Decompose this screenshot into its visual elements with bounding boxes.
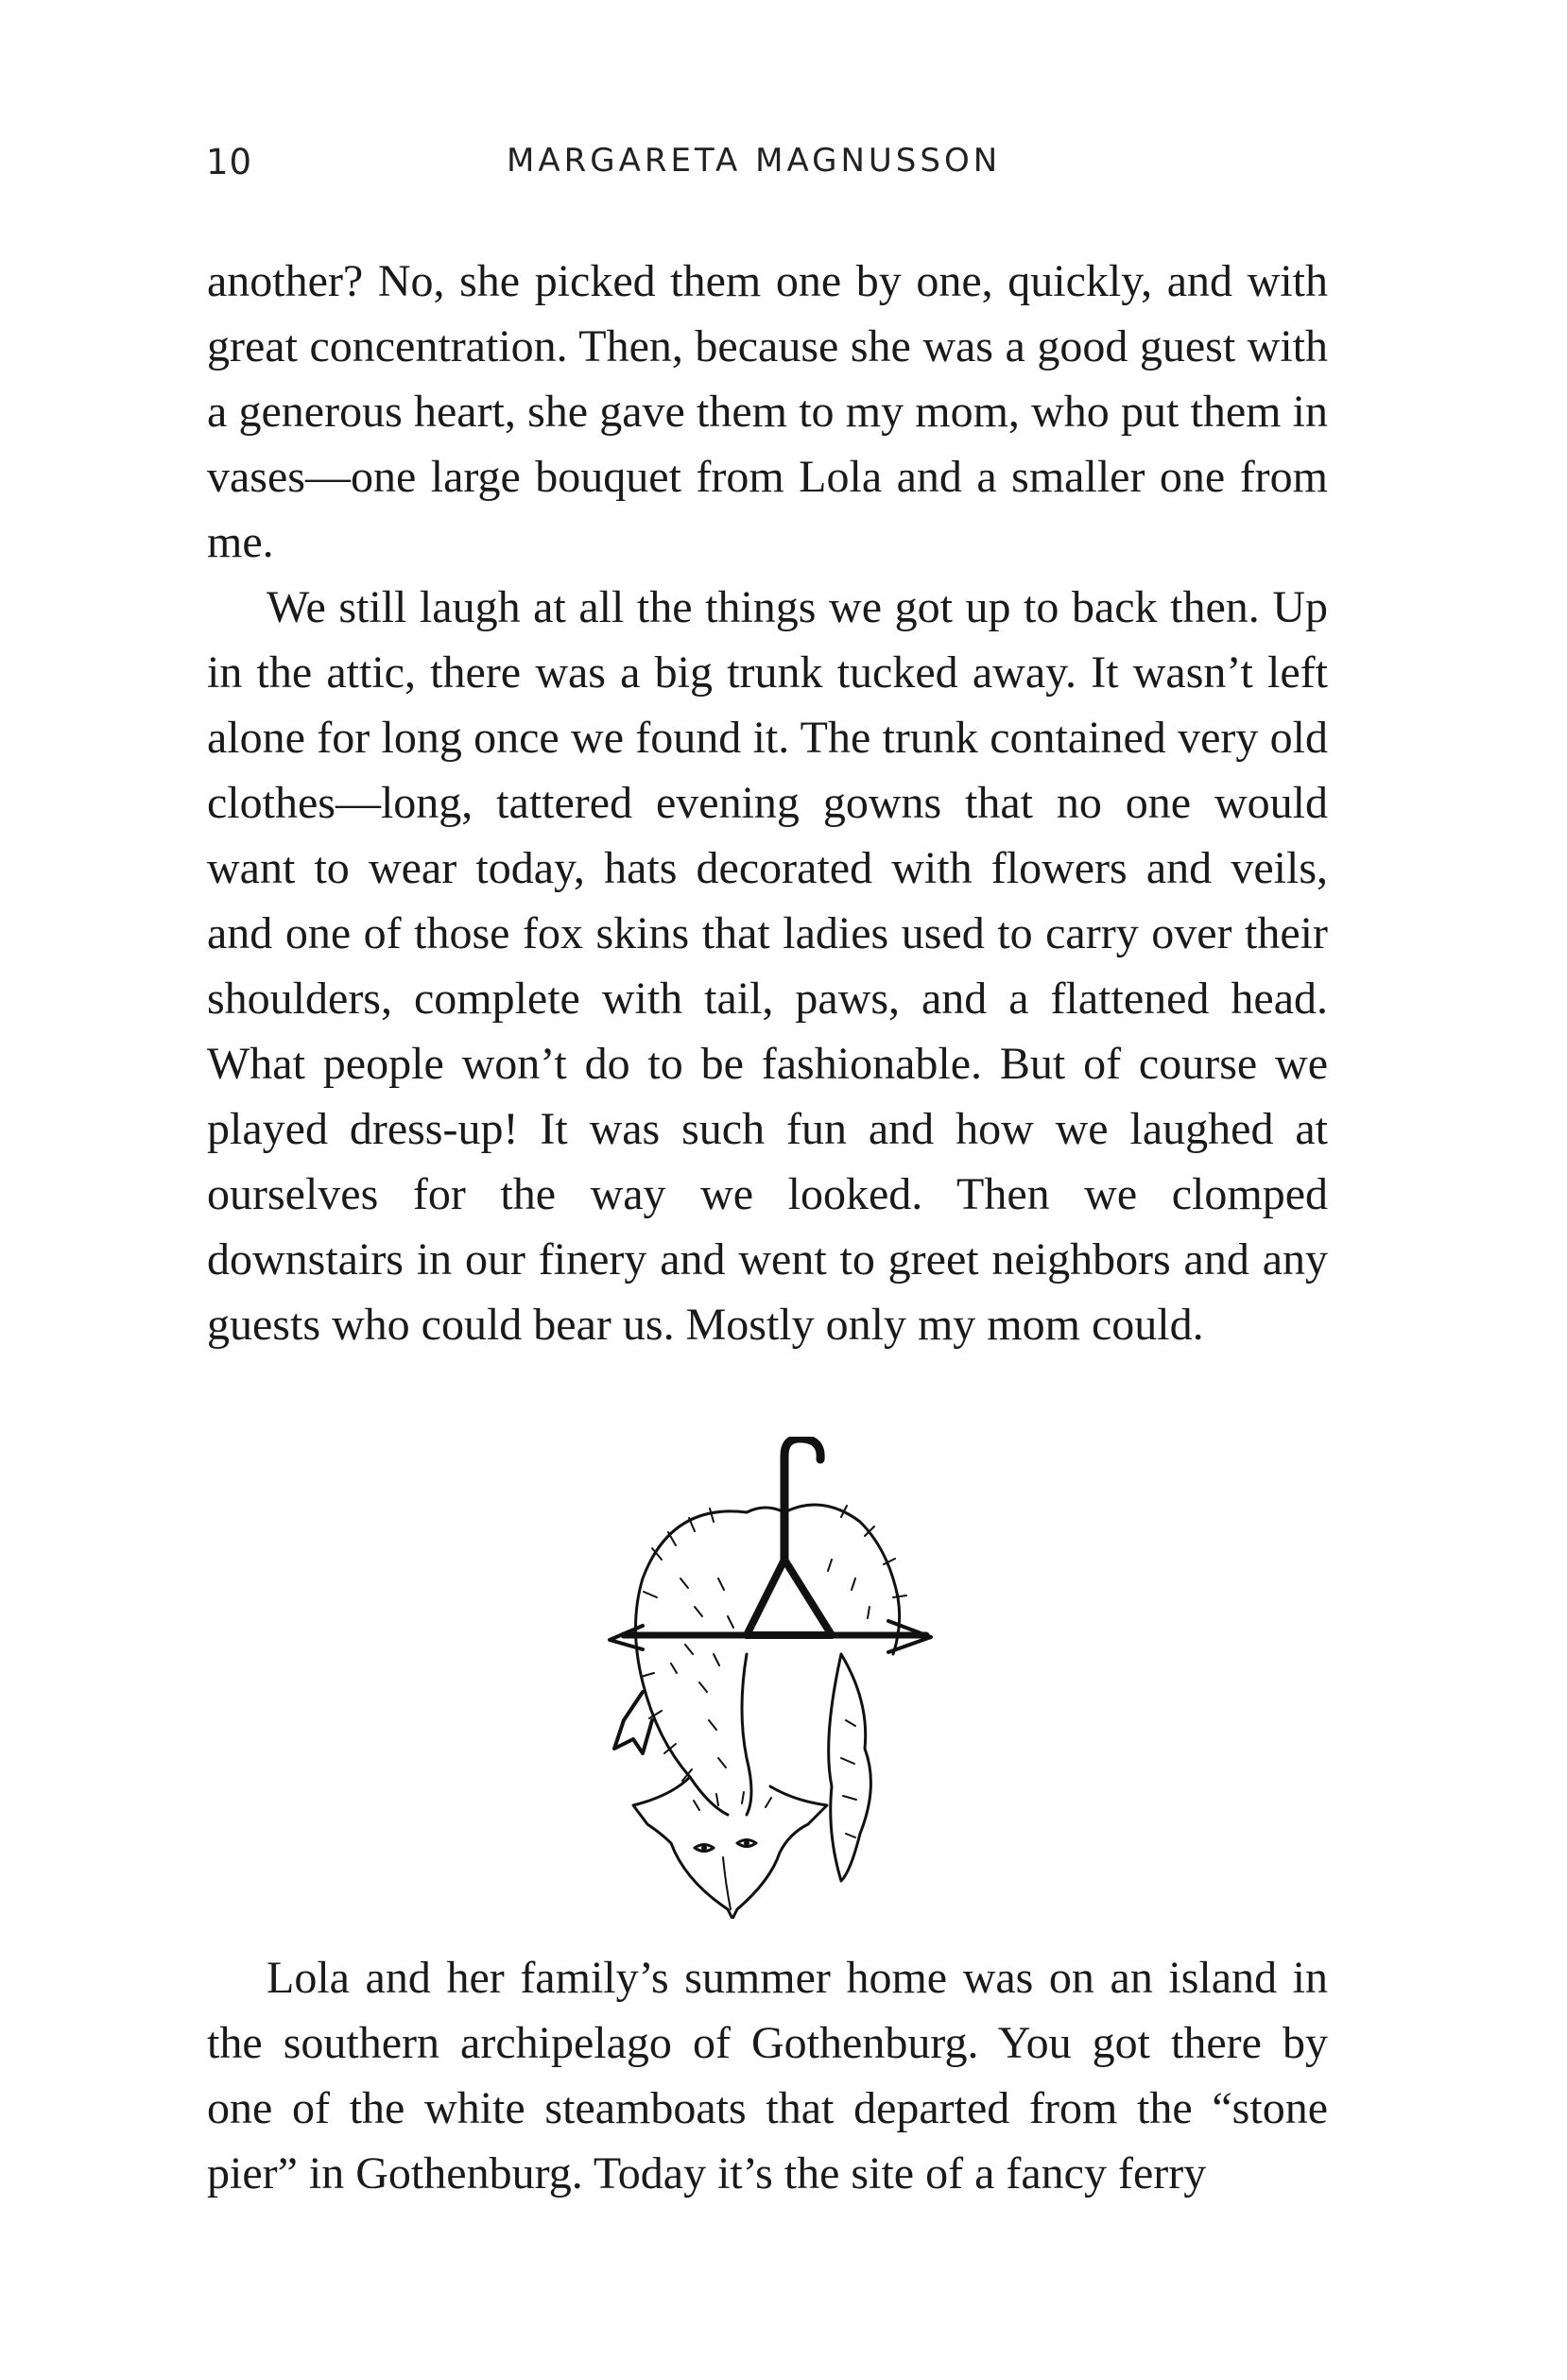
paragraph-continued: another? No, she picked them one by one, quickly, and with great concentration. Then, because she was a good guest with a generous heart, she gave them to my mom, who put them in vases—one large bouquet from Lola and a smaller one from me. — [207, 256, 1328, 567]
page-number: 10 — [206, 142, 253, 182]
running-head-author: MARGARETA MAGNUSSON — [507, 142, 1002, 180]
fox-stole-on-hanger-icon — [605, 1437, 964, 1919]
paragraph-summer-home: Lola and her family’s summer home was on an island in the southern archipelago of Gothenburg. You got there by one of the white steamboats that departed from the “stone pier” in Gothenburg. Today it’s the site of a fancy ferry — [207, 1953, 1328, 2199]
body-text-bottom — [207, 1945, 1328, 2206]
running-head — [0, 142, 1567, 189]
body-text-top — [207, 249, 1328, 1357]
paragraph-attic-trunk: We still laugh at all the things we got up to back then. Up in the attic, there was a big trunk tucked away. It wasn’t left alone for long once we found it. The trunk contained very old clothes—long, tattered evening gowns that no one would want to wear today, hats decorated with flowers and veils, and one of those fox skins that ladies used to carry over their shoulders, complete with tail, paws, and a flattened head. What people won’t do to be fashionable. But of course we played dress-up! It was such fun and how we laughed at ourselves for the way we looked. Then we clomped downstairs in our finery and went to greet neighbors and any guests who could bear us. Mostly only my mom could. — [207, 582, 1328, 1350]
